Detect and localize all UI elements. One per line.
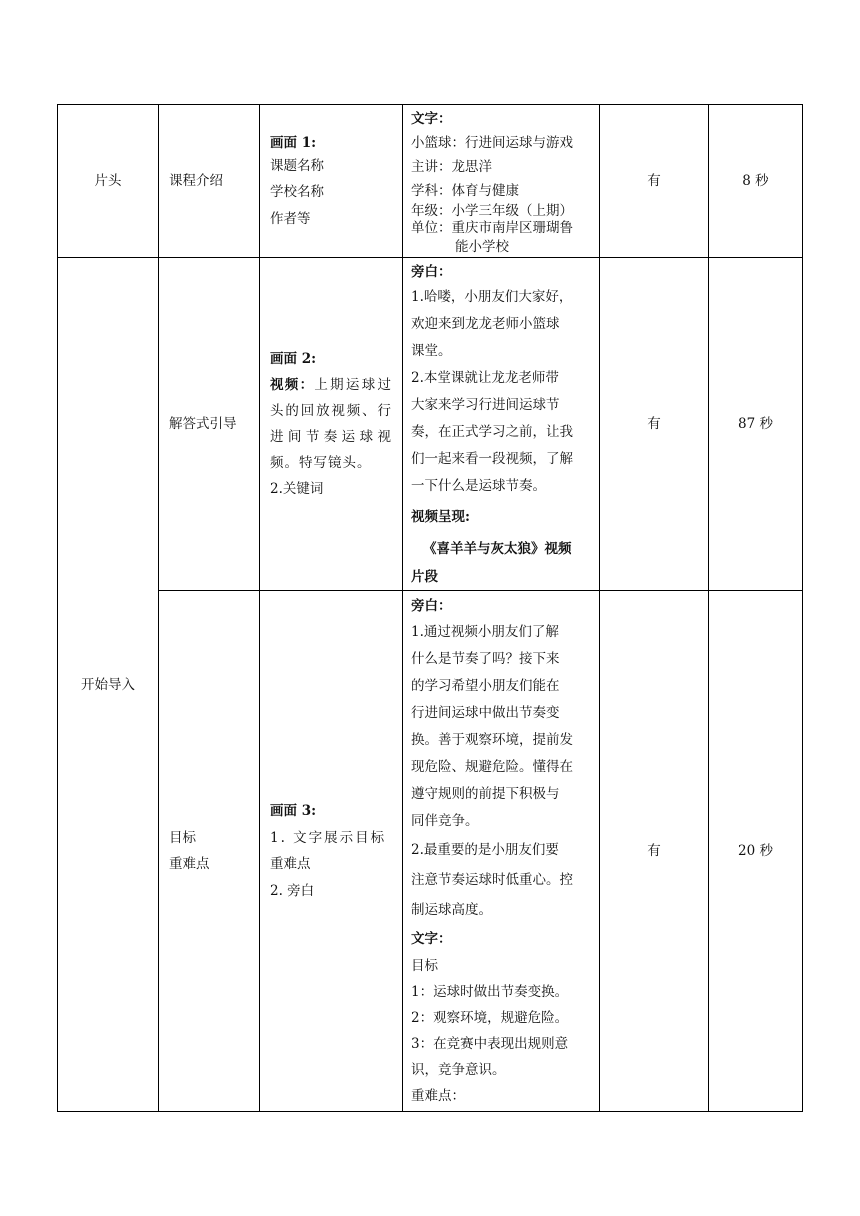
type-line: 目标	[169, 829, 196, 846]
narration-line: 们一起来看一段视频，了解	[411, 451, 573, 467]
narration-line: 遵守规则的前提下积极与	[411, 786, 560, 802]
narration-line: 什么是节奏了吗？接下来	[411, 651, 560, 667]
text-line: 重难点：	[411, 1088, 465, 1104]
screen-video-text: 上期运球过头的回放视频、行进间节奏运球视频。特写镜头。	[270, 377, 393, 471]
narration-line: 制运球高度。	[411, 902, 492, 918]
narration-line: 注意节奏运球时低重心。控	[411, 872, 573, 888]
type-cell: 解答式引导	[159, 258, 260, 591]
has-cell: 有	[600, 105, 709, 258]
narration-line: 1.通过视频小朋友们了解	[411, 624, 559, 640]
type-cell: 课程介绍	[159, 105, 260, 258]
narration-line: 奏，在正式学习之前，让我	[411, 424, 573, 440]
text-line: 2：观察环境，规避危险。	[411, 1010, 569, 1026]
screen-title: 画面 1:	[270, 135, 317, 151]
narration-line: 欢迎来到龙龙老师小篮球	[411, 316, 560, 332]
narration-line: 行进间运球中做出节奏变	[411, 705, 560, 721]
narration-line: 课堂。	[411, 343, 452, 359]
type-cell	[159, 591, 260, 1112]
narration-cell	[403, 591, 600, 1112]
content-line: 年级：小学三年级（上期）	[411, 203, 573, 219]
narration-line: 的学习希望小朋友们能在	[411, 678, 560, 694]
content-line: 学科：体育与健康	[411, 183, 519, 199]
duration-cell: 20 秒	[709, 591, 803, 1112]
screen-title: 画面 3:	[270, 803, 317, 819]
screen-line: 2.关键词	[270, 481, 324, 497]
content-cell	[403, 105, 600, 258]
screen-line: 学校名称	[270, 184, 324, 200]
storyboard-table	[57, 104, 803, 1112]
text-title: 文字：	[411, 931, 452, 947]
video-title: 视频呈现:	[411, 509, 470, 525]
screen-cell	[260, 258, 403, 591]
content-line: 能小学校	[455, 239, 509, 255]
screen-cell	[260, 105, 403, 258]
section-cell: 开始导入	[58, 258, 159, 1112]
narration-line: 大家来学习行进间运球节	[411, 397, 560, 413]
type-line: 重难点	[169, 856, 210, 872]
narration-line: 2.最重要的是小朋友们要	[411, 842, 559, 858]
content-line: 单位：重庆市南岸区珊瑚鲁	[411, 220, 573, 236]
text-line: 3：在竞赛中表现出规则意	[411, 1036, 569, 1052]
content-line: 主讲：龙思洋	[411, 159, 492, 175]
narration-cell	[403, 258, 600, 591]
table-row	[58, 105, 803, 258]
screen-line: 重难点	[270, 856, 311, 872]
table-row	[58, 258, 803, 591]
content-line: 小篮球：行进间运球与游戏	[411, 135, 573, 151]
narration-line: 现危险、规避危险。懂得在	[411, 759, 573, 775]
narration-line: 1.哈喽，小朋友们大家好，	[411, 289, 573, 305]
content-title: 文字：	[411, 111, 452, 127]
text-line: 目标	[411, 958, 438, 974]
screen-cell	[260, 591, 403, 1112]
video-line: 片段	[411, 569, 438, 585]
duration-cell: 87 秒	[709, 258, 803, 591]
screen-line: 作者等	[270, 210, 311, 227]
screen-line: 1. 文字展示目标	[270, 829, 387, 846]
narration-title: 旁白：	[411, 264, 452, 280]
narration-line: 换。善于观察环境，提前发	[411, 732, 573, 748]
narration-line: 同伴竞争。	[411, 813, 479, 829]
narration-title: 旁白：	[411, 598, 452, 614]
has-cell: 有	[600, 591, 709, 1112]
has-cell: 有	[600, 258, 709, 591]
screen-line: 2. 旁白	[270, 882, 315, 899]
duration-cell: 8 秒	[709, 105, 803, 258]
screen-line: 课题名称	[270, 157, 324, 174]
narration-line: 一下什么是运球节奏。	[411, 478, 546, 494]
video-line: 《喜羊羊与灰太狼》视频	[423, 541, 572, 557]
narration-line: 2.本堂课就让龙龙老师带	[411, 370, 559, 386]
section-cell: 片头	[58, 105, 159, 258]
table-row	[58, 591, 803, 1112]
screen-video-label: 视频：	[270, 377, 315, 393]
text-line: 识，竞争意识。	[411, 1062, 506, 1078]
text-line: 1：运球时做出节奏变换。	[411, 984, 569, 1000]
screen-title: 画面 2:	[270, 351, 317, 367]
